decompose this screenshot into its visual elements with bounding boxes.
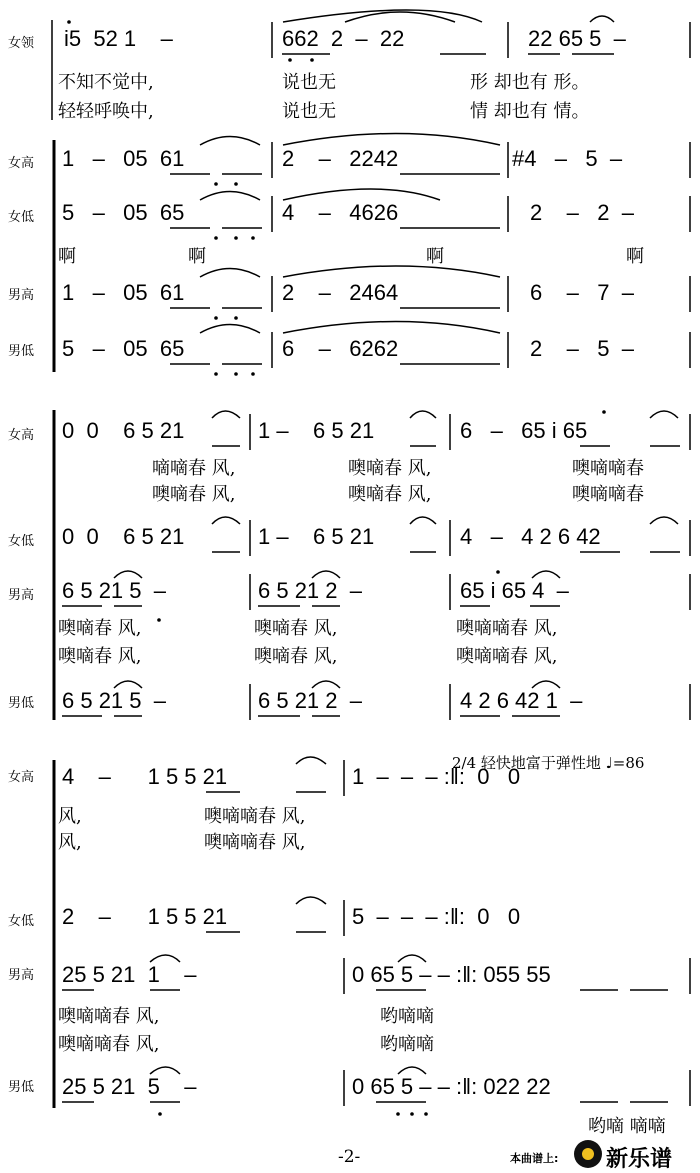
fh2-lyr-1a: 嘀嘀春 风,	[152, 458, 236, 479]
lead-lyrics-1a: 不知不觉中,	[58, 72, 154, 93]
mh2-notes-m3: 65 i 65 4 –	[460, 578, 569, 603]
fh3-notes-m1: 4 – 1 5 5 21	[62, 764, 228, 789]
fh2-lyr-2a: 噢嘀春 风,	[152, 484, 236, 505]
ml-notes-m3: 2 – 5 –	[530, 336, 634, 361]
voice-label-female-high-2: 女高	[8, 428, 35, 443]
fh2-lyr-2b: 噢嘀春 风,	[348, 484, 432, 505]
voice-label-female-high: 女高	[8, 156, 35, 171]
lead-lyrics-1c: 形 却也有 形。	[470, 72, 590, 93]
fl3-notes-m1: 2 – 1 5 5 21	[62, 904, 228, 929]
mh3-lyr-1a: 噢嘀嘀春 风,	[58, 1006, 160, 1027]
mh2-notes-m2: 6 5 21 2 –	[258, 578, 362, 603]
mh2-lyr-2a: 噢嘀春 风,	[58, 646, 142, 667]
fh2-lyr-1b: 噢嘀春 风,	[348, 458, 432, 479]
tempo-marking: 2/4 轻快地富于弹性地 ♩=86	[452, 754, 645, 772]
fh2-lyr-1c: 噢嘀嘀春	[572, 458, 644, 479]
fh2-notes-m3: 6 – 65 i 65	[460, 418, 588, 443]
fh-notes-m3: #4 – 5 –	[512, 146, 623, 171]
voice-label-female-low-3: 女低	[8, 914, 35, 929]
brand-name: 新乐谱	[606, 1147, 673, 1172]
ml2-notes-m2: 6 5 21 2 –	[258, 688, 362, 713]
voice-label-male-high: 男高	[8, 288, 35, 303]
ml-notes-m2: 6 – 6262	[282, 336, 399, 361]
lead-lyrics-2a: 轻轻呼唤中,	[58, 101, 154, 122]
fl2-notes-m3: 4 – 4 2 6 42	[460, 524, 601, 549]
ml-notes-m1: 5 – 05 65	[62, 336, 185, 361]
ml3-lyr-1: 哟嘀 嘀嘀	[588, 1116, 666, 1137]
lead-notes-m2: 662 2 – 22	[282, 26, 405, 51]
page-number: -2-	[338, 1147, 361, 1167]
voice-label-female-high-3: 女高	[8, 770, 35, 785]
ml2-notes-m3: 4 2 6 42 1 –	[460, 688, 583, 713]
fh3-lyr-2a: 风,	[58, 832, 82, 853]
uploader-text: 本曲谱上:	[510, 1152, 559, 1165]
voice-label-male-low-2: 男低	[8, 696, 35, 711]
fl-notes-m2: 4 – 4626	[282, 200, 399, 225]
fl-notes-m1: 5 – 05 65	[62, 200, 185, 225]
fh-notes-m2: 2 – 2242	[282, 146, 399, 171]
mh-notes-m3: 6 – 7 –	[530, 280, 634, 305]
lead-lyrics-2b: 说也无	[282, 101, 336, 122]
fl-notes-m3: 2 – 2 –	[530, 200, 634, 225]
fh3-lyr-2b: 噢嘀嘀春 风,	[204, 832, 306, 853]
mh-notes-m2: 2 – 2464	[282, 280, 399, 305]
mh2-lyr-1a: 噢嘀春 风,	[58, 618, 142, 639]
fl-lyric-4: 啊	[626, 246, 644, 267]
fl3-notes-m2: 5 – – – :‖: 0 0	[352, 904, 521, 929]
fh3-lyr-1b: 噢嘀嘀春 风,	[204, 806, 306, 827]
fh2-lyr-2c: 噢嘀嘀春	[572, 484, 644, 505]
ml3-notes-m1: 25 5 21 5 –	[62, 1074, 197, 1099]
voice-label-male-high-3: 男高	[8, 968, 35, 983]
mh3-notes-m2: 0 65 5 – – :‖: 055 55	[352, 962, 551, 987]
fh2-notes-m2: 1 – 6 5 21	[258, 418, 375, 443]
voice-label-female-low-2: 女低	[8, 534, 35, 549]
mh2-lyr-2b: 噢嘀春 风,	[254, 646, 338, 667]
lead-lyrics-1b: 说也无	[282, 72, 336, 93]
lead-notes-m3: 22 65 5 –	[528, 26, 626, 51]
lead-lyrics-2c: 情 却也有 情。	[470, 101, 590, 122]
mh2-lyr-1b: 噢嘀春 风,	[254, 618, 338, 639]
fl-lyric-1: 啊	[58, 246, 76, 267]
mh2-lyr-1c: 噢嘀嘀春 风,	[456, 618, 558, 639]
fl-lyric-3: 啊	[426, 246, 444, 267]
voice-label-female-low: 女低	[8, 210, 35, 225]
mh3-lyr-1b: 哟嘀嘀	[380, 1006, 434, 1027]
mh-notes-m1: 1 – 05 61	[62, 280, 185, 305]
fl2-notes-m2: 1 – 6 5 21	[258, 524, 375, 549]
voice-label-male-high-2: 男高	[8, 588, 35, 603]
mh2-lyr-2c: 噢嘀嘀春 风,	[456, 646, 558, 667]
mh2-notes-m1: 6 5 21 5 –	[62, 578, 166, 603]
fh3-lyr-1a: 风,	[58, 806, 82, 827]
mh3-lyr-2b: 哟嘀嘀	[380, 1034, 434, 1055]
mh3-notes-m1: 25 5 21 1 –	[62, 962, 197, 987]
voice-label-lead-female: 女领	[8, 36, 35, 51]
voice-label-male-low: 男低	[8, 344, 35, 359]
fh3-notes-m2: 1 – – – :‖: 0 0	[352, 764, 521, 789]
lead-notes-m1: i5 52 1 –	[64, 26, 173, 51]
fh-notes-m1: 1 – 05 61	[62, 146, 185, 171]
ml3-notes-m2: 0 65 5 – – :‖: 022 22	[352, 1074, 551, 1099]
voice-label-male-low-3: 男低	[8, 1080, 35, 1095]
fl2-notes-m1: 0 0 6 5 21	[62, 524, 185, 549]
fh2-notes-m1: 0 0 6 5 21	[62, 418, 185, 443]
ml2-notes-m1: 6 5 21 5 –	[62, 688, 166, 713]
fl-lyric-2: 啊	[188, 246, 206, 267]
mh3-lyr-2a: 噢嘀嘀春 风,	[58, 1034, 160, 1055]
